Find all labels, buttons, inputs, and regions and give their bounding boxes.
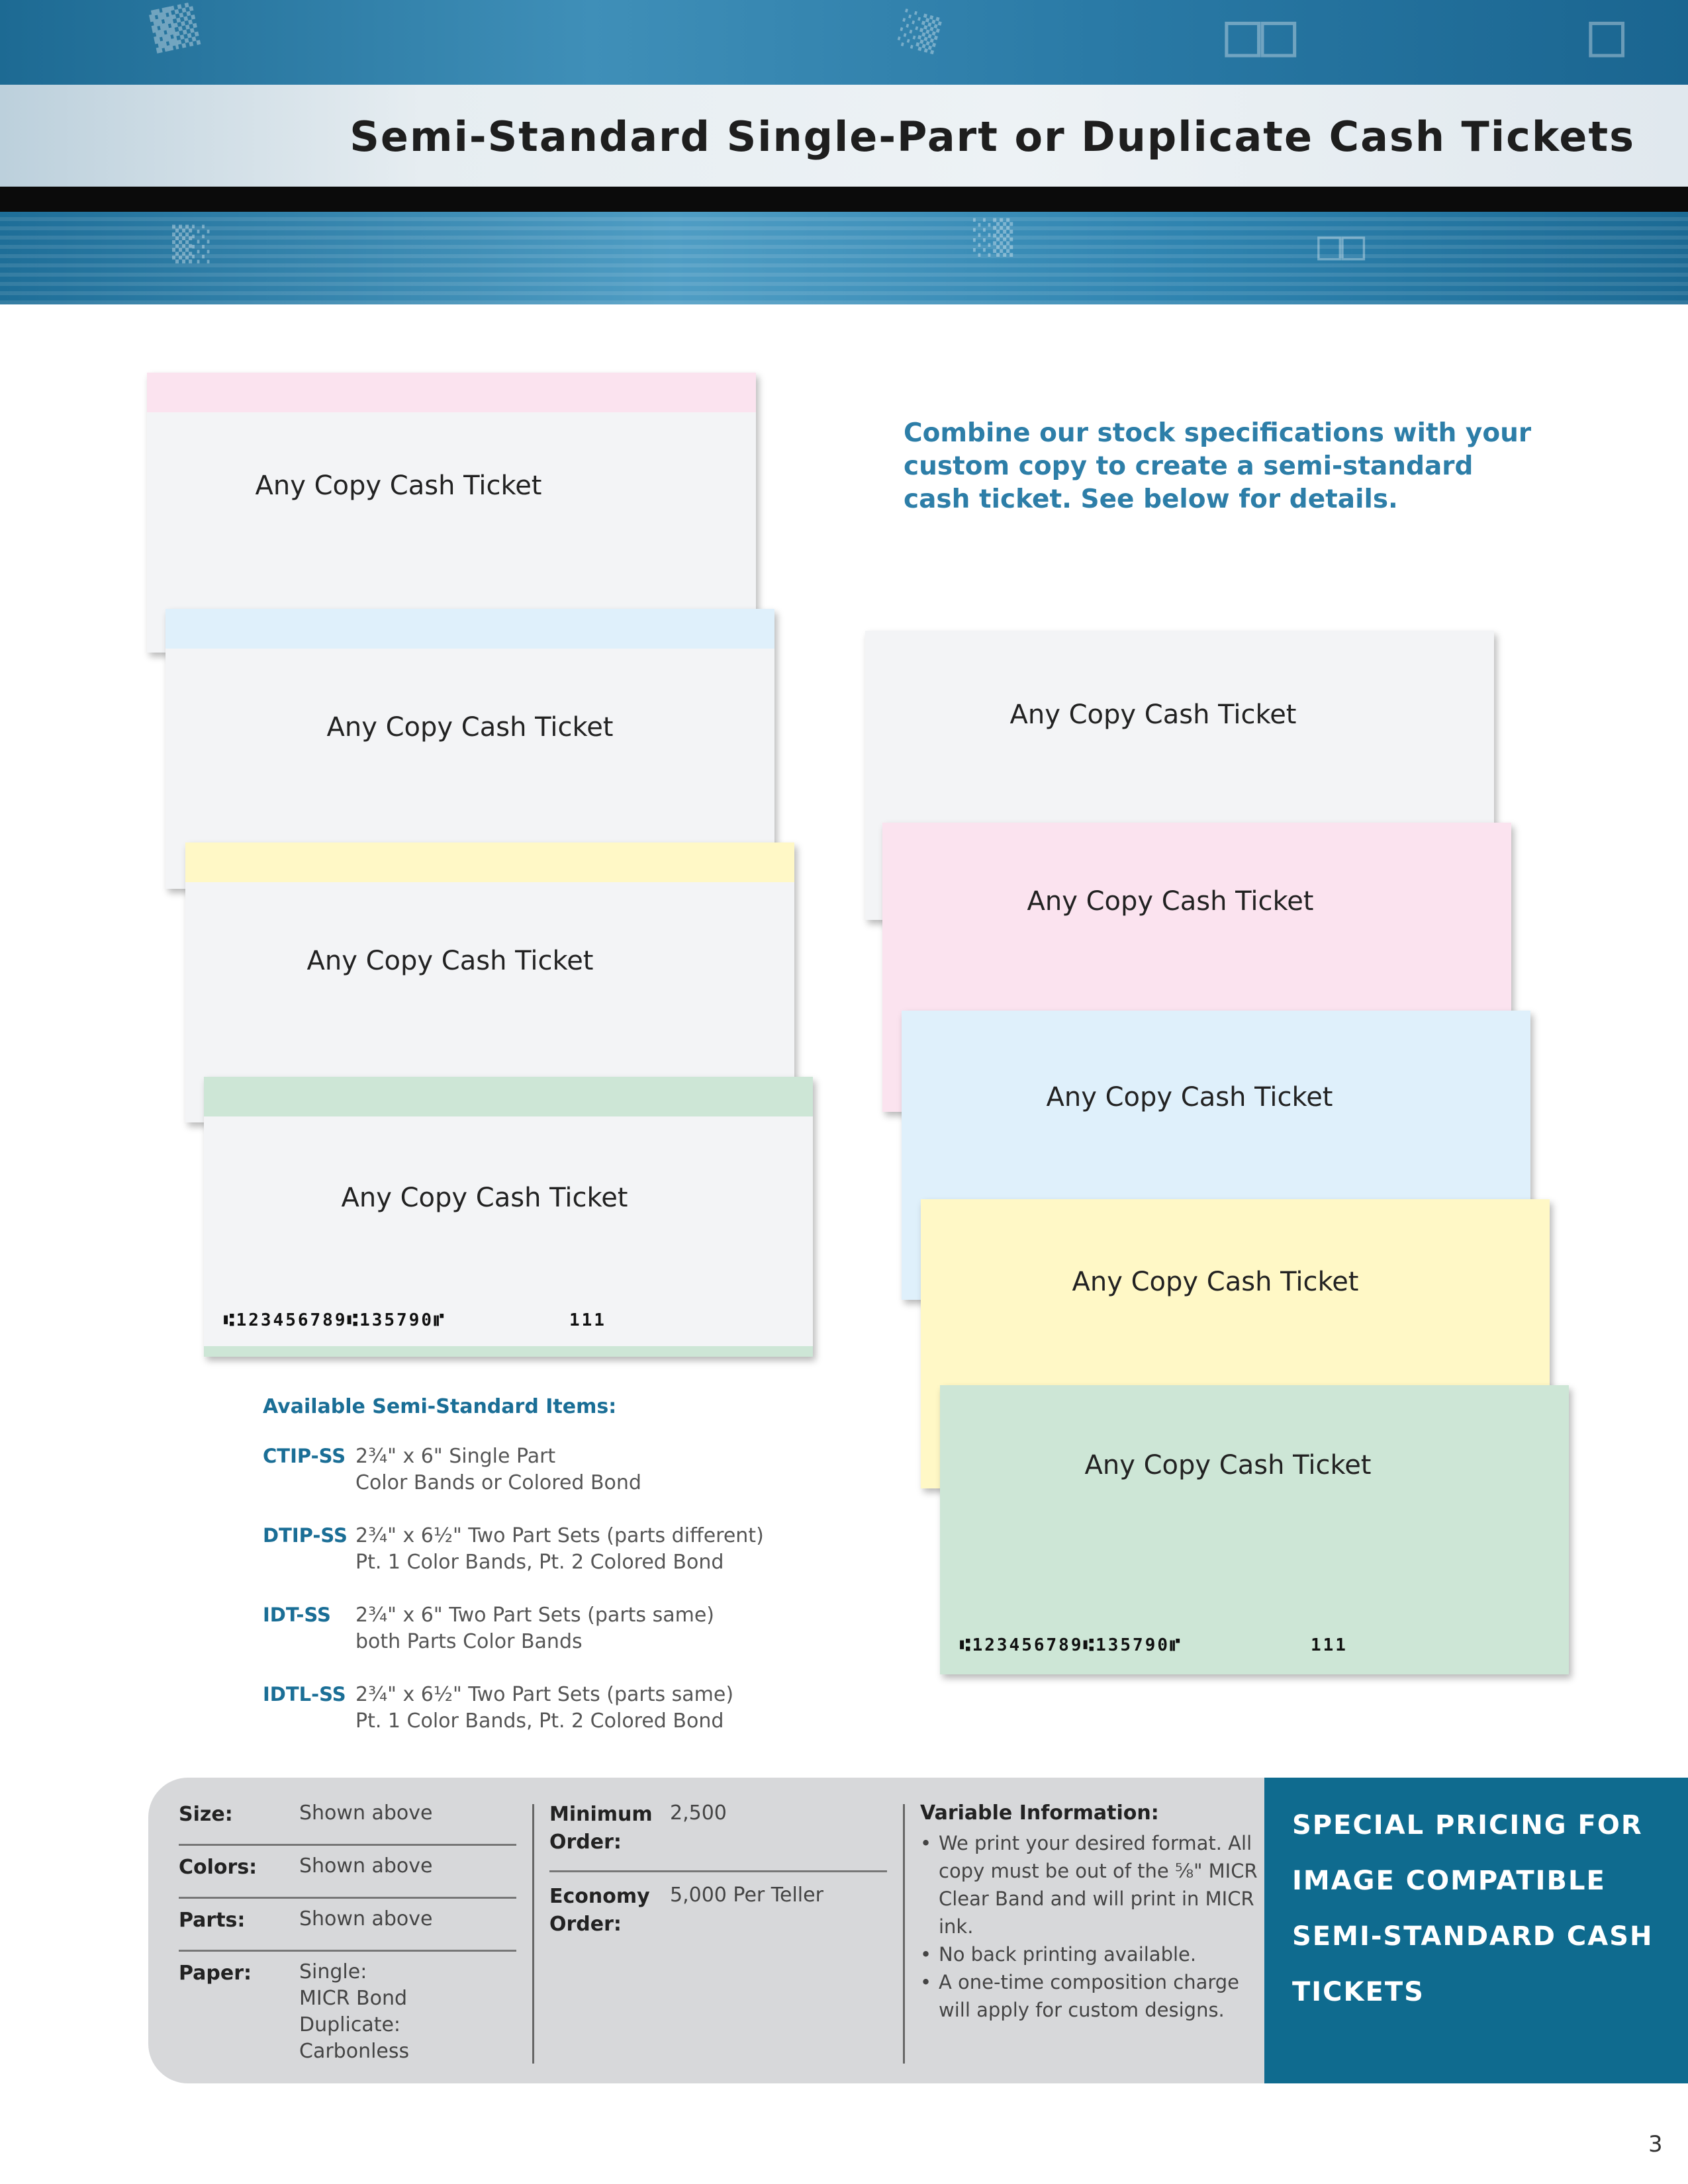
item-idtl-ss bbox=[263, 1683, 859, 1762]
parts-value: Shown above bbox=[299, 1907, 433, 1931]
column-divider bbox=[903, 1804, 905, 2064]
banner-top-strip bbox=[0, 0, 1688, 85]
items-title: Available Semi-Standard Items: bbox=[263, 1395, 617, 1418]
color-band bbox=[185, 842, 794, 882]
banner-decoration: ▓▒ bbox=[148, 2, 201, 54]
micr-line: ⑆123456789⑆135790⑈ bbox=[960, 1635, 1182, 1655]
variable-info-list bbox=[920, 1829, 1264, 2024]
item-desc-line1: 2¾" x 6" Single Part bbox=[355, 1445, 556, 1468]
item-desc-line1: 2¾" x 6½" Two Part Sets (parts different) bbox=[355, 1524, 764, 1547]
minimum-value: 2,500 bbox=[670, 1801, 727, 1825]
color-band bbox=[204, 1077, 813, 1116]
paper-value-line: Duplicate: bbox=[299, 2013, 401, 2036]
economy-label-2: Order: bbox=[549, 1913, 622, 1936]
item-desc-line1: 2¾" x 6½" Two Part Sets (parts same) bbox=[355, 1683, 734, 1706]
page-number: 3 bbox=[1648, 2131, 1663, 2158]
item-code: IDT-SS bbox=[263, 1604, 331, 1626]
colors-value: Shown above bbox=[299, 1854, 433, 1878]
variable-info-item: • We print your desired format. All copy must be out of the ⅝" MICR Clear Band and will print in MICR ink. bbox=[920, 1829, 1264, 1940]
item-idt-ss bbox=[263, 1604, 859, 1683]
minimum-label: Minimum bbox=[549, 1803, 653, 1826]
paper-label: Paper: bbox=[179, 1962, 252, 1985]
banner-decoration: □□ bbox=[1317, 222, 1366, 269]
item-code: IDTL-SS bbox=[263, 1683, 346, 1706]
paper-value-line: Carbonless bbox=[299, 2040, 410, 2063]
color-band bbox=[147, 373, 756, 412]
divider bbox=[179, 1844, 516, 1846]
size-label: Size: bbox=[179, 1803, 233, 1826]
banner-decoration: ░▒ bbox=[973, 218, 1013, 257]
ticket-green-band bbox=[204, 1077, 813, 1357]
special-pricing-text: SPECIAL PRICING FOR IMAGE COMPATIBLE SEMI-STANDARD CASH TICKETS bbox=[1292, 1810, 1654, 2007]
banner-divider bbox=[0, 187, 1688, 212]
ticket-green-bond bbox=[940, 1385, 1569, 1674]
ticket-label: Any Copy Cash Ticket bbox=[1072, 1267, 1359, 1297]
paper-value-line: MICR Bond bbox=[299, 1987, 408, 2010]
ticket-label: Any Copy Cash Ticket bbox=[1027, 886, 1314, 917]
ticket-label: Any Copy Cash Ticket bbox=[1084, 1450, 1372, 1480]
banner-bottom-strip bbox=[0, 212, 1688, 304]
item-dtip-ss bbox=[263, 1524, 859, 1604]
variable-info-item: • No back printing available. bbox=[920, 1940, 1264, 1968]
spec-box bbox=[148, 1778, 1264, 2083]
micr-line: ⑆123456789⑆135790⑈ bbox=[224, 1310, 446, 1330]
micr-code: 111 bbox=[569, 1310, 606, 1330]
available-items bbox=[263, 1395, 859, 1762]
banner-decoration: ░▒ bbox=[896, 9, 943, 55]
intro-text: Combine our stock specifications with your custom copy to create a semi-standard cash ticket. See below for details. bbox=[904, 418, 1532, 514]
ticket-label: Any Copy Cash Ticket bbox=[1046, 1082, 1333, 1113]
item-desc-line2: both Parts Color Bands bbox=[355, 1630, 583, 1653]
divider bbox=[549, 1870, 887, 1872]
variable-info-item: • A one-time composition charge will apply for custom designs. bbox=[920, 1968, 1264, 2024]
banner-decoration: ▒░ bbox=[172, 225, 212, 263]
column-divider bbox=[532, 1804, 534, 2064]
item-code: DTIP-SS bbox=[263, 1524, 348, 1547]
ticket-label: Any Copy Cash Ticket bbox=[255, 471, 542, 501]
item-desc-line2: Color Bands or Colored Bond bbox=[355, 1471, 641, 1494]
banner-decoration: □ bbox=[1589, 0, 1625, 69]
item-desc-line2: Pt. 1 Color Bands, Pt. 2 Colored Bond bbox=[355, 1709, 724, 1733]
ticket-label: Any Copy Cash Ticket bbox=[326, 712, 614, 743]
color-band bbox=[165, 609, 774, 649]
economy-label: Economy bbox=[549, 1885, 650, 1908]
micr-code: 111 bbox=[1311, 1635, 1348, 1655]
minimum-label-2: Order: bbox=[549, 1831, 622, 1854]
special-pricing-panel bbox=[1264, 1778, 1688, 2083]
ticket-label: Any Copy Cash Ticket bbox=[341, 1183, 628, 1213]
item-code: CTIP-SS bbox=[263, 1445, 346, 1467]
size-value: Shown above bbox=[299, 1801, 433, 1825]
paper-value-line: Single: bbox=[299, 1960, 367, 1983]
ticket-label: Any Copy Cash Ticket bbox=[1009, 700, 1297, 730]
divider bbox=[179, 1897, 516, 1899]
economy-value: 5,000 Per Teller bbox=[670, 1884, 823, 1907]
ticket-label: Any Copy Cash Ticket bbox=[306, 946, 594, 976]
variable-info-title: Variable Information: bbox=[920, 1801, 1159, 1825]
banner-decoration: □□ bbox=[1225, 0, 1297, 69]
header-banner bbox=[0, 0, 1688, 304]
page-title: Semi-Standard Single-Part or Duplicate Cash Tickets bbox=[350, 113, 1635, 161]
parts-label: Parts: bbox=[179, 1909, 246, 1932]
colors-label: Colors: bbox=[179, 1856, 258, 1879]
divider bbox=[179, 1950, 516, 1952]
item-ctip-ss bbox=[263, 1445, 859, 1524]
item-desc-line2: Pt. 1 Color Bands, Pt. 2 Colored Bond bbox=[355, 1551, 724, 1574]
color-band-bottom bbox=[204, 1346, 813, 1357]
item-desc-line1: 2¾" x 6" Two Part Sets (parts same) bbox=[355, 1604, 714, 1627]
